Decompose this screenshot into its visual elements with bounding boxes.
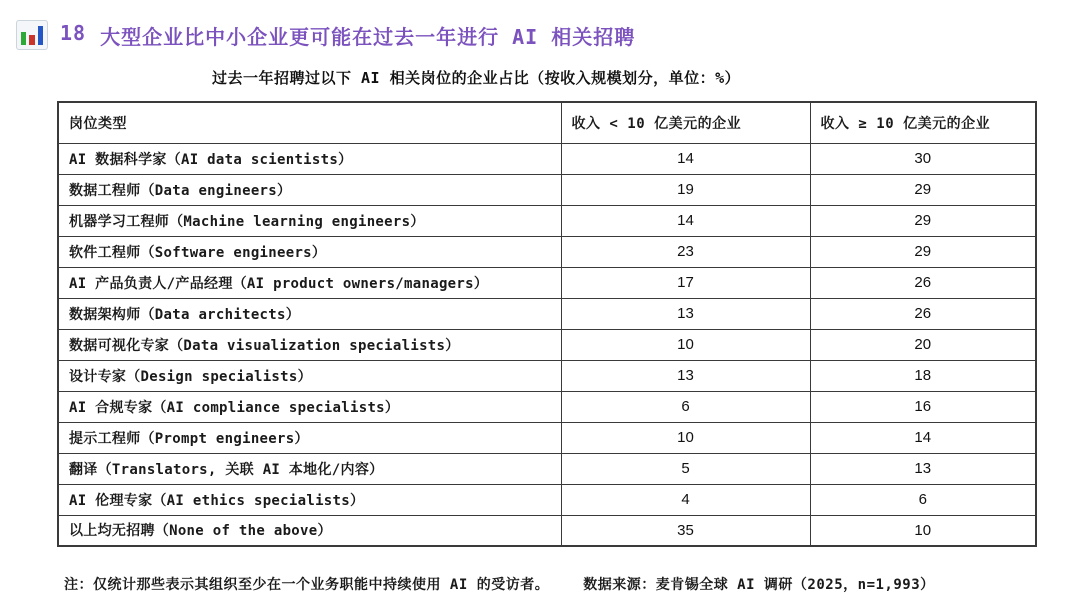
chart-subtitle: 过去一年招聘过以下 AI 相关岗位的企业占比（按收入规模划分，单位：%） <box>212 69 741 87</box>
exhibit-number: 18 <box>60 20 87 45</box>
value-gte1b-cell: 20 <box>810 329 1036 360</box>
value-gte1b-cell: 14 <box>810 422 1036 453</box>
table-row <box>58 391 1036 422</box>
value-lt1b-cell: 13 <box>561 360 810 391</box>
value-lt1b-cell: 6 <box>561 391 810 422</box>
bar-chart-icon-blue-bar <box>38 26 43 45</box>
table-row <box>58 515 1036 546</box>
table-row <box>58 360 1036 391</box>
value-gte1b-cell: 29 <box>810 174 1036 205</box>
table-row <box>58 236 1036 267</box>
role-cell: 软件工程师（Software engineers） <box>58 236 561 267</box>
value-gte1b-cell: 16 <box>810 391 1036 422</box>
footnote-source: 数据来源：麦肯锡全球 AI 调研（2025，n=1,993） <box>583 577 935 593</box>
value-gte1b-cell: 18 <box>810 360 1036 391</box>
value-lt1b-cell: 10 <box>561 422 810 453</box>
value-lt1b-cell: 5 <box>561 453 810 484</box>
role-cell: AI 合规专家（AI compliance specialists） <box>58 391 561 422</box>
value-gte1b-cell: 6 <box>810 484 1036 515</box>
table-row <box>58 205 1036 236</box>
value-gte1b-cell: 26 <box>810 267 1036 298</box>
role-cell: 提示工程师（Prompt engineers） <box>58 422 561 453</box>
role-cell: 设计专家（Design specialists） <box>58 360 561 391</box>
role-cell: 数据工程师（Data engineers） <box>58 174 561 205</box>
table-row <box>58 422 1036 453</box>
table-row <box>58 484 1036 515</box>
page-title <box>60 21 635 50</box>
role-cell: 机器学习工程师（Machine learning engineers） <box>58 205 561 236</box>
value-lt1b-cell: 14 <box>561 205 810 236</box>
role-cell: 以上均无招聘（None of the above） <box>58 515 561 546</box>
column-header-role: 岗位类型 <box>58 102 561 143</box>
value-gte1b-cell: 13 <box>810 453 1036 484</box>
table-row <box>58 298 1036 329</box>
value-lt1b-cell: 10 <box>561 329 810 360</box>
exhibit-title: 大型企业比中小企业更可能在过去一年进行 AI 相关招聘 <box>100 24 636 49</box>
value-gte1b-cell: 10 <box>810 515 1036 546</box>
value-lt1b-cell: 14 <box>561 143 810 174</box>
role-cell: 数据可视化专家（Data visualization specialists） <box>58 329 561 360</box>
footnote-note: 注：仅统计那些表示其组织至少在一个业务职能中持续使用 AI 的受访者。 <box>64 577 550 593</box>
role-cell: AI 数据科学家（AI data scientists） <box>58 143 561 174</box>
role-cell: 翻译（Translators, 关联 AI 本地化/内容） <box>58 453 561 484</box>
role-cell: AI 产品负责人/产品经理（AI product owners/managers） <box>58 267 561 298</box>
value-lt1b-cell: 4 <box>561 484 810 515</box>
column-header-revenue-lt-1b: 收入 < 10 亿美元的企业 <box>561 102 810 143</box>
value-gte1b-cell: 26 <box>810 298 1036 329</box>
exhibit-header <box>0 0 1080 50</box>
value-lt1b-cell: 23 <box>561 236 810 267</box>
bar-chart-icon-green-bar <box>21 32 26 45</box>
value-gte1b-cell: 30 <box>810 143 1036 174</box>
table-row <box>58 267 1036 298</box>
role-cell: 数据架构师（Data architects） <box>58 298 561 329</box>
table-row <box>58 453 1036 484</box>
role-cell: AI 伦理专家（AI ethics specialists） <box>58 484 561 515</box>
bar-chart-icon-red-bar <box>29 35 34 45</box>
value-gte1b-cell: 29 <box>810 205 1036 236</box>
table-row <box>58 174 1036 205</box>
table-row <box>58 329 1036 360</box>
value-lt1b-cell: 17 <box>561 267 810 298</box>
table-header-row <box>58 102 1036 143</box>
bar-chart-icon <box>16 20 48 50</box>
value-lt1b-cell: 35 <box>561 515 810 546</box>
table-row <box>58 143 1036 174</box>
value-lt1b-cell: 19 <box>561 174 810 205</box>
footnote <box>64 574 1080 594</box>
value-lt1b-cell: 13 <box>561 298 810 329</box>
value-gte1b-cell: 29 <box>810 236 1036 267</box>
jobs-table <box>57 101 1037 547</box>
column-header-revenue-gte-1b: 收入 ≥ 10 亿美元的企业 <box>810 102 1036 143</box>
